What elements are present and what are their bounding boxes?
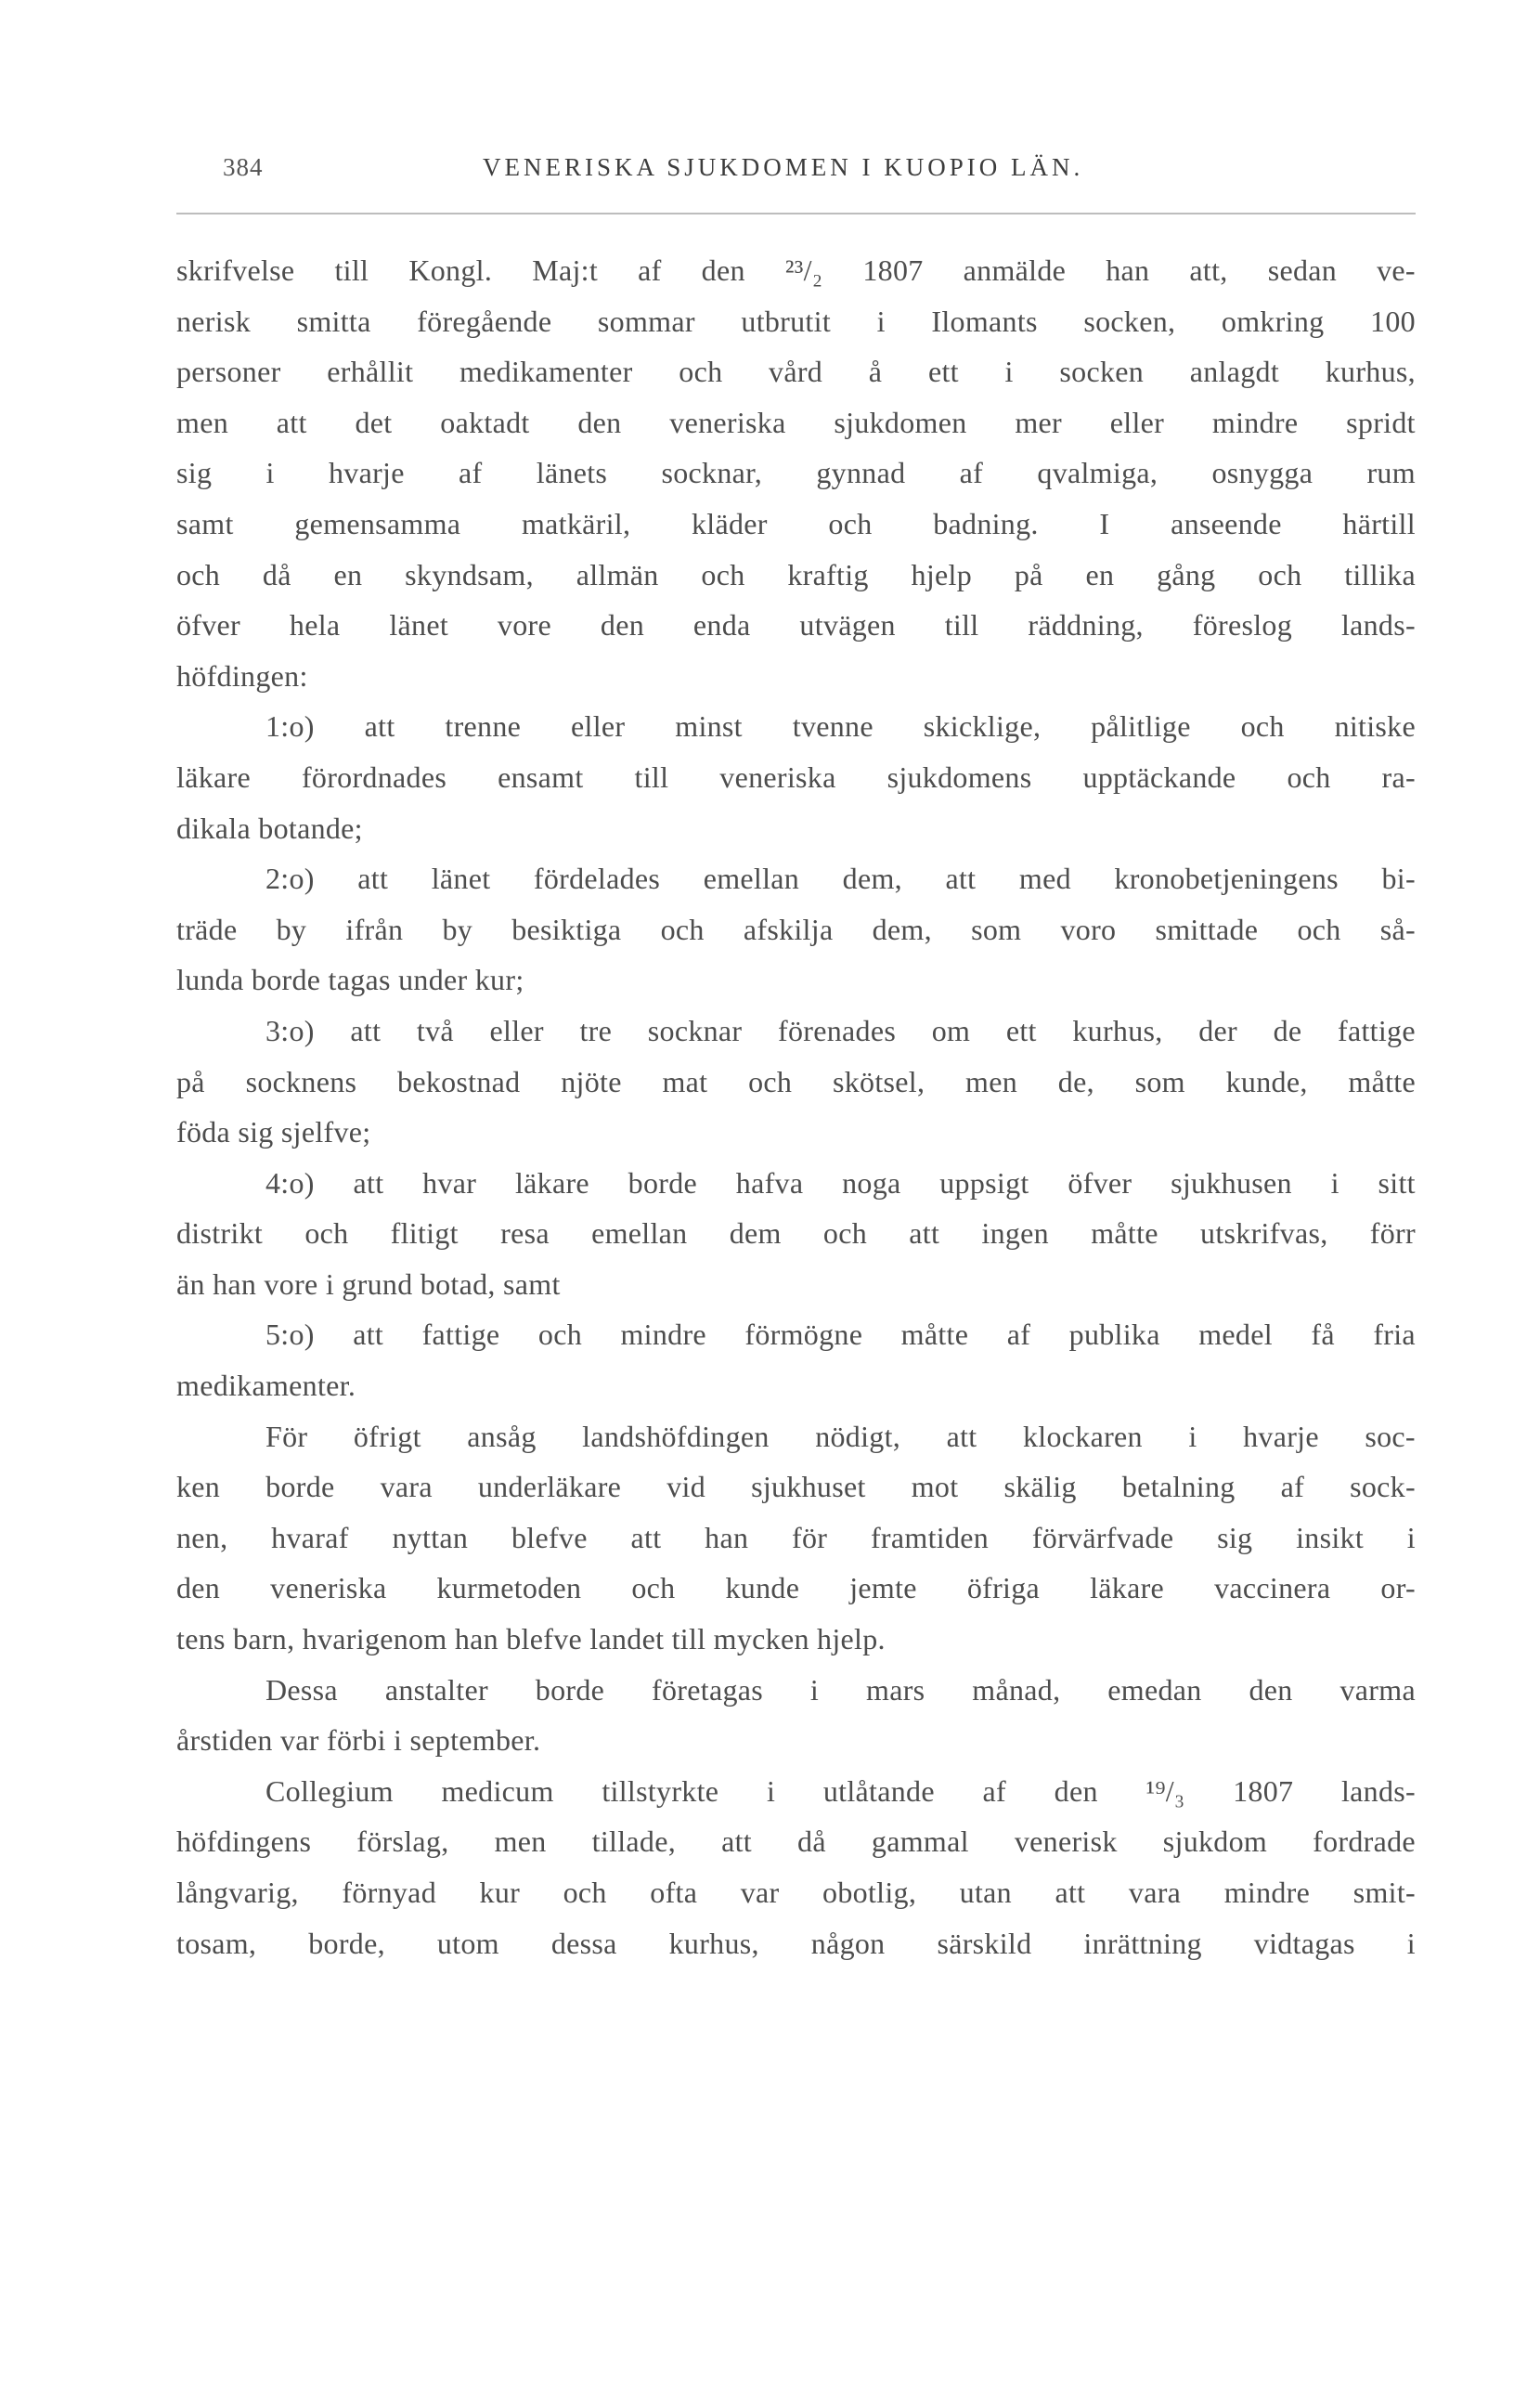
text-line: För öfrigt ansåg landshöfdingen nödigt, att klockaren i hvarje soc- <box>265 1419 1416 1453</box>
body-text <box>176 245 1416 1968</box>
text-line: öfver hela länet vore den enda utvägen till räddning, föreslog lands- <box>176 608 1416 643</box>
text-line: läkare förordnades ensamt till veneriska sjukdomens upptäckande och ra- <box>176 760 1416 794</box>
text-line: tens barn, hvarigenom han blefve landet till mycken hjelp. <box>176 1622 886 1656</box>
text-line: distrikt och flitigt resa emellan dem och att ingen måtte utskrifvas, förr <box>176 1216 1416 1251</box>
text-line: årstiden var förbi i september. <box>176 1723 541 1758</box>
text-line: Dessa anstalter borde företagas i mars månad, emedan den varma <box>265 1672 1416 1707</box>
text-line: samt gemensamma matkäril, kläder och badning. I anseende härtill <box>176 506 1416 540</box>
text-line: nen, hvaraf nyttan blefve att han för framtiden förvärfvade sig insikt i <box>176 1520 1416 1554</box>
text-line: 4:o) att hvar läkare borde hafva noga uppsigt öfver sjukhusen i sitt <box>265 1165 1416 1200</box>
text-line: skrifvelse till Kongl. Maj:t af den ²³/₂ 1807 anmälde han att, sedan ve- <box>176 253 1416 287</box>
text-line: 2:o) att länet fördelades emellan dem, att med kronobetjeningens bi- <box>265 862 1416 896</box>
text-line: på socknens bekostnad njöte mat och skötsel, men de, som kunde, måtte <box>176 1064 1416 1098</box>
page-number: 384 <box>223 153 264 181</box>
text-line: lunda borde tagas under kur; <box>176 963 524 997</box>
running-head: VENERISKA SJUKDOMEN I KUOPIO LÄN. <box>483 153 1084 181</box>
text-line: medikamenter. <box>176 1369 356 1403</box>
text-line: dikala botande; <box>176 811 363 845</box>
text-line: 3:o) att två eller tre socknar förenades om ett kurhus, der de fattige <box>265 1013 1416 1047</box>
header-rule <box>176 213 1416 214</box>
text-line: den veneriska kurmetoden och kunde jemte öfriga läkare vaccinera or- <box>176 1571 1416 1605</box>
text-line: Collegium medicum tillstyrkte i utlåtande af den ¹⁹/₃ 1807 lands- <box>265 1773 1416 1808</box>
page-header <box>176 153 1416 200</box>
text-line: 5:o) att fattige och mindre förmögne måtte af publika medel få fria <box>265 1318 1416 1352</box>
text-line: föda sig sjelfve; <box>176 1115 371 1149</box>
text-line: men att det oaktadt den veneriska sjukdomen mer eller mindre spridt <box>176 405 1416 439</box>
text-line: sig i hvarje af länets socknar, gynnad af qvalmiga, osnygga rum <box>176 456 1416 490</box>
text-line: än han vore i grund botad, samt <box>176 1266 561 1301</box>
text-line: och då en skyndsam, allmän och kraftig hjelp på en gång och tillika <box>176 557 1416 591</box>
text-line: 1:o) att trenne eller minst tvenne skicklige, pålitlige och nitiske <box>265 709 1416 744</box>
text-line: tosam, borde, utom dessa kurhus, någon särskild inrättning vidtagas i <box>176 1926 1416 1960</box>
text-line: höfdingen: <box>176 658 308 693</box>
text-line: långvarig, förnyad kur och ofta var obotlig, utan att vara mindre smit- <box>176 1876 1416 1909</box>
text-line: höfdingens förslag, men tillade, att då gammal venerisk sjukdom fordrade <box>176 1824 1416 1859</box>
text-line: träde by ifrån by besiktiga och afskilja dem, som voro smittade och så- <box>176 912 1416 946</box>
text-line: personer erhållit medikamenter och vård å ett i socken anlagdt kurhus, <box>176 355 1416 389</box>
text-line: nerisk smitta föregående sommar utbrutit i Ilomants socken, omkring 100 <box>176 304 1416 338</box>
text-line: ken borde vara underläkare vid sjukhuset mot skälig betalning af sock- <box>176 1470 1416 1504</box>
